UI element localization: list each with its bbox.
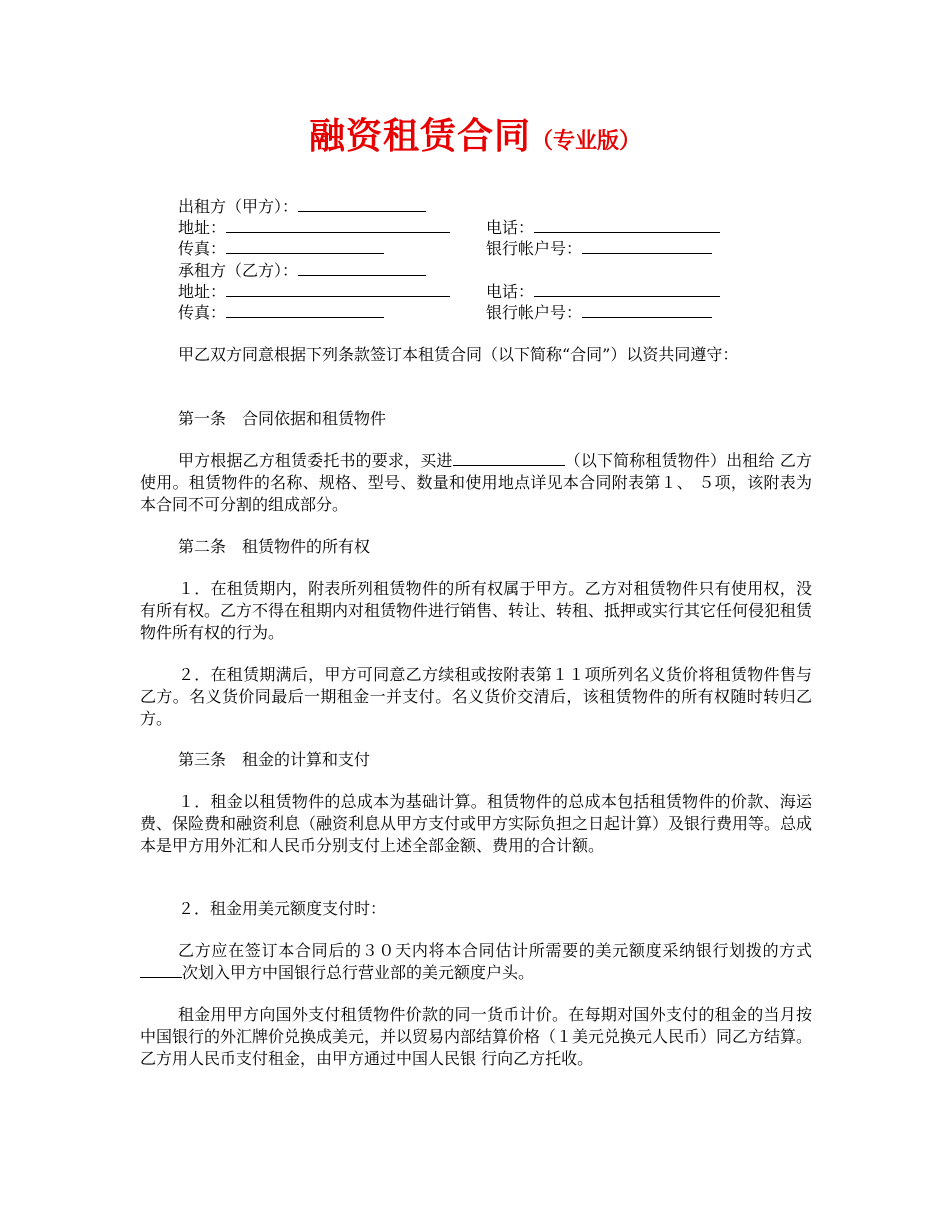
- article-1-text-b: （以下简称租赁物件）出租给 乙方使用。租赁物件的名称、规格、型号、数量和使用地点详见本合同附表第１、 ５项，该附表为本合同不可分割的组成部分。: [140, 451, 812, 514]
- lessee-bank-row: [486, 302, 712, 323]
- lessee-phone-blank[interactable]: [534, 281, 720, 297]
- article-3-heading: 第三条 租金的计算和支付: [178, 750, 371, 769]
- article-3-para-1: １．租金以租赁物件的总成本为基础计算。租赁物件的总成本包括租赁物件的价款、海运费、保险费和融资利息（融资利息从甲方支付或甲方实际负担之日起计算）及银行费用等。总成本是甲方用外汇和人民币分别支付上述全部金额、费用的合计额。: [140, 792, 813, 855]
- lessee-fax-label: 传真：: [178, 303, 227, 322]
- lessor-fax-label: 传真：: [178, 239, 227, 258]
- lessee-label: 承租方（乙方）：: [178, 261, 299, 280]
- leased-item-blank[interactable]: [453, 451, 565, 466]
- lessee-fax-blank[interactable]: [226, 302, 384, 318]
- lessor-phone-row: [486, 217, 720, 238]
- lessee-phone-label: 电话：: [486, 282, 535, 301]
- lessor-label: 出租方（甲方）：: [178, 197, 299, 216]
- lessee-bank-blank[interactable]: [582, 302, 712, 318]
- document-title: [0, 108, 950, 159]
- intro-paragraph: 甲乙双方同意根据下列条款签订本租赁合同（以下简称“合同”）以资共同遵守：: [178, 345, 739, 364]
- title-edition: （专业版）: [531, 128, 642, 154]
- lessee-address-label: 地址：: [178, 282, 227, 301]
- article-3-para-3-b: 次划入甲方中国银行总行营业部的美元额度户头。: [182, 963, 535, 982]
- article-2-para-1: １．在租赁期内，附表所列租赁物件的所有权属于甲方。乙方对租赁物件只有使用权，没有所有权。乙方不得在租期内对租赁物件进行销售、转让、转租、抵押或实行其它任何侵犯租赁物件所有权的行为。: [140, 579, 813, 642]
- article-1-text: [140, 450, 812, 516]
- lessee-fax-row: [178, 302, 384, 323]
- article-3-para-3-a: 乙方应在签订本合同后的３０天内将本合同估计所需要的美元额度采纳银行划拨的方式: [178, 941, 812, 960]
- lessor-address-blank[interactable]: [226, 217, 450, 233]
- lessee-bank-label: 银行帐户号：: [486, 303, 583, 322]
- lessor-phone-label: 电话：: [486, 218, 535, 237]
- lessor-name-row: [178, 196, 426, 217]
- lessor-bank-row: [486, 238, 712, 259]
- lessee-address-blank[interactable]: [226, 281, 450, 297]
- title-main: 融资租赁合同: [308, 115, 531, 157]
- lessor-fax-row: [178, 238, 384, 259]
- lessor-address-label: 地址：: [178, 218, 227, 237]
- article-1-heading: 第一条 合同依据和租赁物件: [178, 409, 387, 428]
- article-2-heading: 第二条 租赁物件的所有权: [178, 537, 371, 556]
- installments-blank[interactable]: [140, 963, 182, 978]
- lessee-address-row: [178, 281, 450, 302]
- lessor-address-row: [178, 217, 450, 238]
- article-3-para-3: [140, 940, 812, 984]
- lessor-bank-blank[interactable]: [582, 238, 712, 254]
- article-2-para-2: ２．在租赁期满后，甲方可同意乙方续租或按附表第１１项所列名义货价将租赁物件售与乙方。名义货价同最后一期租金一并支付。名义货价交清后，该租赁物件的所有权随时转归乙方。: [140, 665, 812, 728]
- lessor-fax-blank[interactable]: [226, 238, 384, 254]
- article-1-text-a: 甲方根据乙方租赁委托书的要求，买进: [178, 451, 453, 470]
- lessor-name-blank[interactable]: [298, 196, 426, 212]
- lessee-phone-row: [486, 281, 720, 302]
- lessee-name-blank[interactable]: [298, 260, 426, 276]
- lessee-name-row: [178, 260, 426, 281]
- lessor-phone-blank[interactable]: [534, 217, 720, 233]
- article-3-para-4: 租金用甲方向国外支付租赁物件价款的同一货币计价。在每期对国外支付的租金的当月按中国银行的外汇牌价兑换成美元，并以贸易内部结算价格（１美元兑换元人民币）同乙方结算。乙方用人民币支付租金，由甲方通过中国人民银 行向乙方托收。: [140, 1005, 813, 1068]
- article-3-para-2: ２．租金用美元额度支付时：: [178, 899, 387, 918]
- lessor-bank-label: 银行帐户号：: [486, 239, 583, 258]
